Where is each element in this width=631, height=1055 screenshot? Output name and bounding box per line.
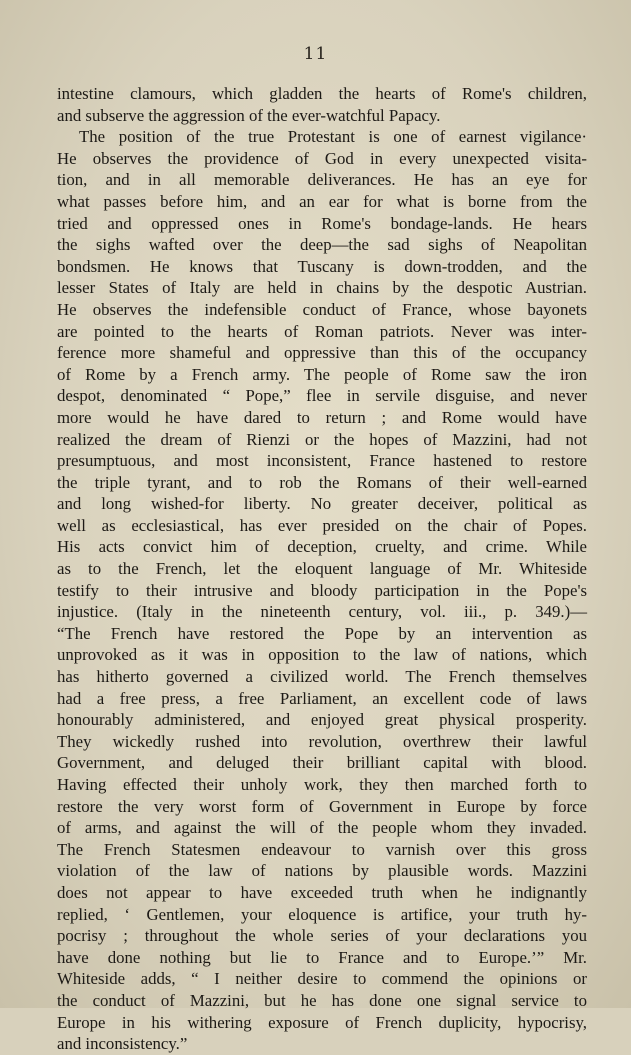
text-line: well as ecclesiastical, has ever presided on the chair of Popes. — [57, 515, 587, 535]
text-line: presumptuous, and most inconsistent, France hastened to restore — [57, 451, 587, 471]
text-line: has hitherto governed a civilized world. The French themselves — [57, 667, 587, 687]
text-line: Government, and deluged their brilliant capital with blood. — [57, 753, 587, 773]
text-line: The position of the true Protestant is one of earnest vigilance· — [79, 127, 587, 147]
text-line: The French Statesmen endeavour to varnish over this gross — [57, 839, 587, 859]
text-line: and long wished-for liberty. No greater deceiver, political as — [57, 494, 587, 514]
text-line: and inconsistency.” — [57, 1034, 188, 1054]
text-line: tried and oppressed ones in Rome's bondage-lands. He hears — [57, 213, 587, 233]
text-line: Europe in his withering exposure of French duplicity, hypocrisy, — [57, 1012, 587, 1032]
text-line: lesser States of Italy are held in chains by the despotic Austrian. — [57, 278, 587, 298]
body-text — [57, 83, 587, 1055]
text-line: pocrisy ; throughout the whole series of your declarations you — [57, 926, 587, 946]
text-line: more would he have dared to return ; and Rome would have — [57, 407, 587, 427]
text-line: had a free press, a free Parliament, an excellent code of laws — [57, 688, 587, 708]
text-line: Whiteside adds, “ I neither desire to commend the opinions or — [57, 969, 587, 989]
text-line: His acts convict him of deception, cruelty, and crime. While — [57, 537, 587, 557]
text-line: bondsmen. He knows that Tuscany is down-trodden, and the — [57, 256, 587, 276]
text-line: does not appear to have exceeded truth when he indignantly — [57, 882, 587, 902]
text-line: and subserve the aggression of the ever-watchful Papacy. — [57, 105, 441, 125]
text-line: realized the dream of Rienzi or the hopes of Mazzini, had not — [57, 429, 587, 449]
text-line: have done nothing but lie to France and to Europe.’” Mr. — [57, 947, 587, 967]
text-line: the conduct of Mazzini, but he has done one signal service to — [57, 990, 587, 1010]
text-line: are pointed to the hearts of Roman patriots. Never was inter- — [57, 321, 587, 341]
text-line: of arms, and against the will of the people whom they invaded. — [57, 818, 587, 838]
text-line: what passes before him, and an ear for what is borne from the — [57, 191, 587, 211]
text-line: of Rome by a French army. The people of Rome saw the iron — [57, 364, 587, 384]
text-line: He observes the providence of God in every unexpected visita- — [57, 148, 587, 168]
text-line: tion, and in all memorable deliverances. He has an eye for — [57, 170, 587, 190]
text-line: as to the French, let the eloquent language of Mr. Whiteside — [57, 559, 587, 579]
text-line: They wickedly rushed into revolution, overthrew their lawful — [57, 731, 587, 751]
text-line: violation of the law of nations by plausible words. Mazzini — [57, 861, 587, 881]
text-line: injustice. (Italy in the nineteenth century, vol. iii., p. 349.)— — [57, 602, 587, 622]
text-line: Having effected their unholy work, they then marched forth to — [57, 775, 587, 794]
text-line: He observes the indefensible conduct of France, whose bayonets — [57, 299, 587, 319]
text-line: testify to their intrusive and bloody participation in the Pope's — [57, 580, 587, 600]
text-line: “The French have restored the Pope by an intervention as — [57, 623, 587, 643]
text-line: unprovoked as it was in opposition to the law of nations, which — [57, 645, 587, 665]
text-line: restore the very worst form of Government in Europe by force — [57, 796, 587, 816]
text-line: replied, ‘ Gentlemen, your eloquence is artifice, your truth hy- — [57, 904, 587, 924]
text-line: honourably administered, and enjoyed great physical prosperity. — [57, 710, 587, 730]
page-number: 11 — [303, 44, 328, 64]
text-line: the triple tyrant, and to rob the Romans of their well-earned — [57, 472, 587, 492]
text-line: despot, denominated “ Pope,” flee in servile disguise, and never — [57, 386, 587, 406]
text-line: the sighs wafted over the deep—the sad sighs of Neapolitan — [57, 235, 587, 255]
text-line: ference more shameful and oppressive than this of the occupancy — [57, 343, 587, 363]
text-line: intestine clamours, which gladden the hearts of Rome's children, — [57, 84, 587, 103]
